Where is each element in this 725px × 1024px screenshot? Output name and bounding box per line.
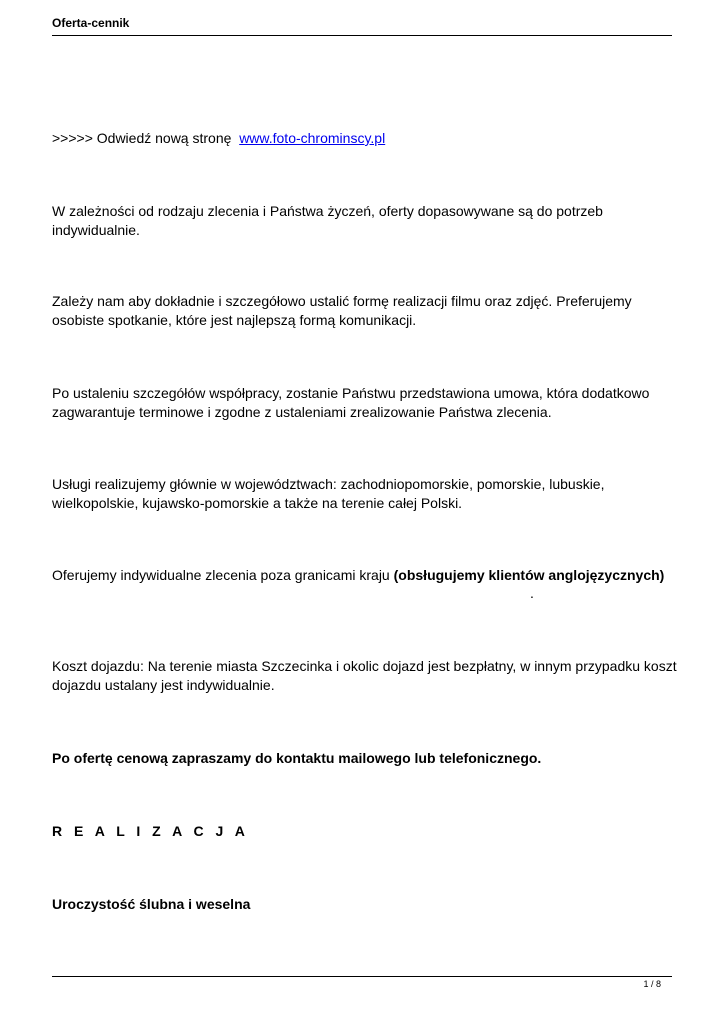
website-link[interactable]: www.foto-chrominscy.pl: [239, 130, 386, 146]
visit-paragraph: [52, 129, 677, 148]
footer-divider: [52, 976, 672, 977]
abroad-text: Oferujemy indywidualne zlecenia poza granicami kraju: [52, 567, 390, 583]
paragraph-meeting: Zależy nam aby dokładnie i szczegółowo ustalić formę realizacji filmu oraz zdjęć. Preferujemy osobiste spotkanie, które jest najlepszą formą komunikacji.: [52, 293, 632, 328]
paragraph-offers: W zależności od rodzaju zlecenia i Państwa życzeń, oferty dopasowywane są do potrzeb indywidualnie.: [52, 203, 603, 238]
paragraph-abroad: [52, 566, 677, 585]
header-divider: [52, 35, 672, 36]
abroad-trailing-dot: .: [530, 585, 534, 601]
paragraph-contact-cta: Po ofertę cenową zapraszamy do kontaktu mailowego lub telefonicznego.: [52, 750, 542, 766]
abroad-bold-text: (obsługujemy klientów anglojęzycznych): [393, 567, 665, 583]
paragraph-travel-cost: Koszt dojazdu: Na terenie miasta Szczecinka i okolic dojazd jest bezpłatny, w innym przypadku koszt dojazdu ustalany jest indywidualnie.: [52, 658, 677, 693]
paragraph-regions: Usługi realizujemy głównie w województwach: zachodniopomorskie, pomorskie, lubuskie, wielkopolskie, kujawsko-pomorskie a także na terenie całej Polski.: [52, 476, 605, 511]
paragraph-contract: Po ustaleniu szczegółów współpracy, zostanie Państwu przedstawiona umowa, która dodatkowo zagwarantuje terminowe i zgodne z ustaleniami zrealizowanie Państwa zlecenia.: [52, 385, 650, 420]
document-header-title: Oferta-cennik: [52, 16, 130, 30]
subsection-title-wedding: Uroczystość ślubna i weselna: [52, 896, 251, 912]
visit-prefix: >>>>> Odwiedź nową stronę: [52, 130, 232, 146]
page-number: 1 / 8: [643, 979, 661, 989]
section-title-realizacja: R E A L I Z A C J A: [52, 823, 249, 839]
